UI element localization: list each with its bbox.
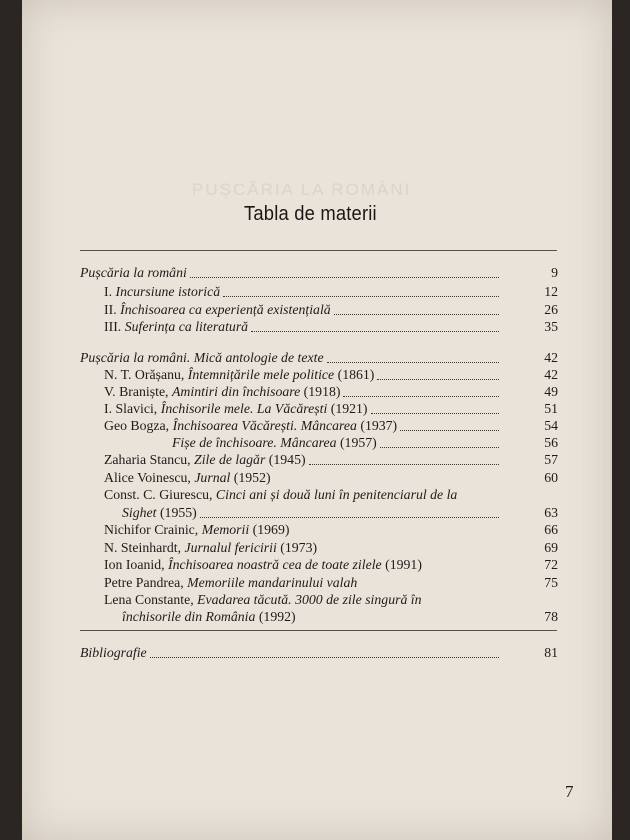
toc-entry-text: (1861) bbox=[334, 367, 375, 382]
toc-entry-title bbox=[104, 485, 457, 504]
toc-entry-text: Jurnalul fericirii bbox=[184, 540, 277, 555]
toc-entry-text: Lena Constante, bbox=[104, 592, 198, 607]
toc-page-number: 12 bbox=[544, 284, 558, 299]
toc-entry-text: Ion Ioanid, bbox=[104, 557, 168, 572]
toc-entry-text: (1918) bbox=[300, 384, 341, 399]
toc-entry-text: Închisoarea ca experiență existențială bbox=[120, 302, 331, 317]
toc-page-number: 63 bbox=[544, 505, 558, 520]
toc-entry-text: Închisorile mele. La Văcărești bbox=[160, 401, 328, 416]
toc-entry-text: (1952) bbox=[230, 470, 271, 485]
toc-entry-title bbox=[80, 643, 147, 662]
toc-entry-text: Zaharia Stancu, bbox=[104, 452, 195, 467]
toc-page-number: 78 bbox=[544, 609, 558, 624]
toc-entry-text: N. Steinhardt, bbox=[104, 540, 185, 555]
toc-entry-text: (1957) bbox=[336, 435, 377, 450]
toc-entry-text: Suferința ca literatură bbox=[124, 319, 249, 334]
toc-entry-title bbox=[104, 450, 306, 469]
toc-page-number: 75 bbox=[544, 575, 558, 590]
bottom-rule bbox=[80, 630, 557, 631]
page-number: 7 bbox=[565, 782, 574, 801]
dot-leader bbox=[377, 377, 499, 380]
toc-page-number: 60 bbox=[544, 470, 558, 485]
toc-page-number: 57 bbox=[544, 452, 558, 467]
toc-entry-title bbox=[104, 555, 422, 574]
toc-entry-text: I. bbox=[104, 284, 116, 299]
toc-page-number: 35 bbox=[544, 319, 558, 334]
toc-entry-text: Fișe de închisoare. Mâncarea bbox=[172, 435, 337, 450]
show-through-heading: PUȘCĂRIA LA ROMÂNI bbox=[192, 180, 412, 199]
toc-entry-text: Geo Bogza, bbox=[104, 418, 173, 433]
toc-entry-text: N. T. Orășanu, bbox=[104, 367, 188, 382]
toc-entry-title bbox=[104, 317, 248, 336]
toc-entry-text: (1973) bbox=[276, 540, 318, 555]
toc-page-number: 26 bbox=[544, 302, 558, 317]
dot-leader bbox=[400, 428, 499, 431]
toc-entry-text: (1992) bbox=[255, 609, 296, 624]
toc-entry-text: (1969) bbox=[249, 522, 290, 537]
toc-entry-text: Întemnițările mele politice bbox=[187, 367, 335, 382]
dot-leader bbox=[380, 445, 499, 448]
toc-entry-text: Amintiri din închisoare bbox=[171, 384, 301, 399]
toc-entry bbox=[104, 317, 502, 336]
toc-entry-text: Pușcăria la români. Mică antologie de texte bbox=[80, 350, 324, 365]
toc-entry-text: III. bbox=[104, 319, 125, 334]
dot-leader bbox=[371, 411, 499, 414]
dot-leader bbox=[150, 655, 499, 658]
toc-entry-text: Închisoarea Văcărești. Mâncarea bbox=[172, 418, 357, 433]
toc-entry-text: Incursiune istorică bbox=[115, 284, 221, 299]
toc-entry-text: II. bbox=[104, 302, 121, 317]
toc-entry-text: Memoriile mandarinului valah bbox=[187, 575, 358, 590]
toc-entry-text: (1937) bbox=[356, 418, 398, 433]
toc-entry-text: V. Braniște, bbox=[104, 384, 172, 399]
toc-entry bbox=[104, 485, 520, 504]
toc-page-number: 54 bbox=[544, 418, 558, 433]
toc-page-number: 49 bbox=[544, 384, 558, 399]
toc-entry-text: Sighet bbox=[122, 505, 157, 520]
toc-entry-text: Evadarea tăcută. 3000 de zile singură în bbox=[197, 592, 422, 607]
toc-page-number: 66 bbox=[544, 522, 558, 537]
toc-entry-text: I. Slavici, bbox=[104, 401, 161, 416]
toc-entry-text: Cinci ani și două luni în penitenciarul de la bbox=[215, 487, 458, 502]
toc-entry-text: Alice Voinescu, bbox=[104, 470, 195, 485]
dot-leader bbox=[223, 294, 499, 297]
toc-entry-text: Nichifor Crainic, bbox=[104, 522, 202, 537]
toc-entry bbox=[104, 450, 502, 469]
toc-entry-text: închisorile din România bbox=[122, 609, 256, 624]
toc-entry-text: Memorii bbox=[201, 522, 250, 537]
book-page bbox=[22, 0, 612, 840]
toc-entry-text: Petre Pandrea, bbox=[104, 575, 188, 590]
toc-entry-text: Pușcăria la români bbox=[80, 265, 187, 280]
dot-leader bbox=[327, 360, 499, 363]
toc-entry-title bbox=[104, 282, 220, 301]
dot-leader bbox=[200, 515, 499, 518]
dot-leader bbox=[251, 329, 499, 332]
toc-entry bbox=[104, 282, 502, 301]
toc-entry-text: (1991) bbox=[381, 557, 422, 572]
toc-page-number: 9 bbox=[551, 265, 558, 280]
toc-entry bbox=[104, 555, 502, 574]
toc-entry-title bbox=[104, 520, 289, 539]
toc-entry-text: (1955) bbox=[156, 505, 197, 520]
toc-page-number: 69 bbox=[544, 540, 558, 555]
toc-entry bbox=[104, 520, 502, 539]
toc-entry-text: Bibliografie bbox=[80, 645, 147, 660]
toc-page-number: 42 bbox=[544, 367, 558, 382]
toc-entry bbox=[122, 607, 502, 626]
toc-entry bbox=[80, 263, 502, 282]
toc-entry-text: Închisoarea noastră cea de toate zilele bbox=[168, 557, 382, 572]
toc-page-number: 42 bbox=[544, 350, 558, 365]
toc-page-number: 51 bbox=[544, 401, 558, 416]
toc-entry-text: (1921) bbox=[327, 401, 368, 416]
page-title: Tabla de materii bbox=[244, 203, 377, 225]
dot-leader bbox=[190, 275, 499, 278]
toc-entry bbox=[80, 643, 502, 662]
dot-leader bbox=[343, 394, 499, 397]
toc-page-number: 72 bbox=[544, 557, 558, 572]
dot-leader bbox=[334, 312, 499, 315]
toc-entry-text: Jurnal bbox=[194, 470, 231, 485]
top-rule bbox=[80, 250, 557, 251]
toc-entry-text: (1945) bbox=[265, 452, 306, 467]
toc-entry-text: Const. C. Giurescu, bbox=[104, 487, 216, 502]
toc-entry-text: Zile de lagăr bbox=[194, 452, 266, 467]
toc-page-number: 56 bbox=[544, 435, 558, 450]
toc-entry-title bbox=[80, 263, 187, 282]
toc-entry-title bbox=[122, 607, 296, 626]
dot-leader bbox=[309, 462, 499, 465]
toc-page-number: 81 bbox=[544, 645, 558, 660]
